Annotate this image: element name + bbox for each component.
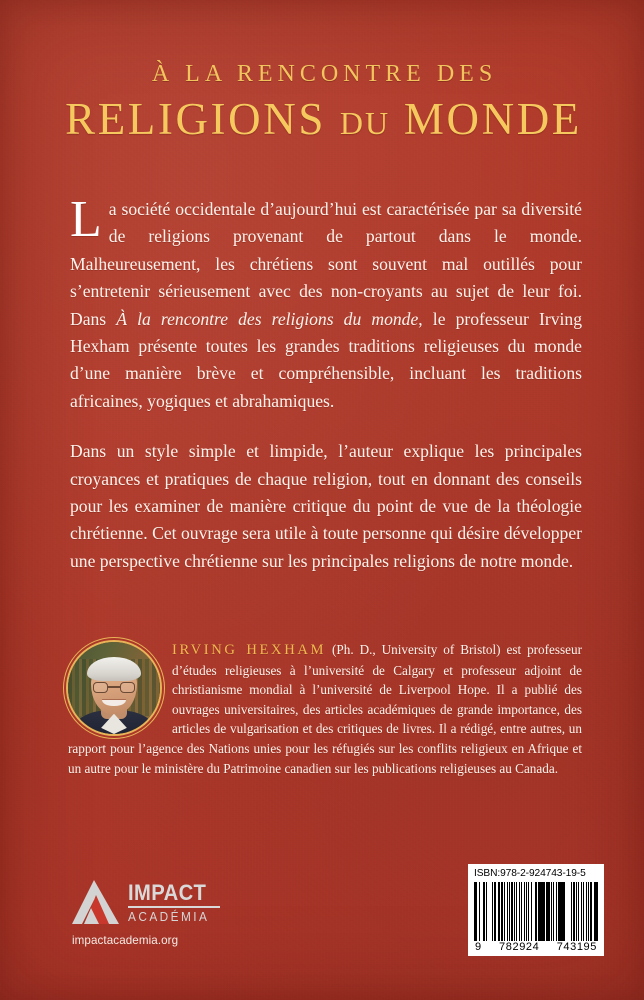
impact-a-mark-icon (72, 880, 119, 924)
blurb-paragraph-1 (70, 191, 582, 415)
isbn-number-label: ISBN:978-2-924743-19-5 (474, 868, 586, 879)
portrait-glasses-bridge (108, 686, 119, 688)
barcode-digit-group-0: 9 (475, 941, 482, 953)
publisher-wordmark (128, 881, 220, 924)
publisher-logo[interactable] (72, 880, 220, 924)
author-bio-block (68, 640, 582, 778)
blurb-text (70, 191, 582, 575)
barcode-digit-row (474, 941, 598, 953)
author-name: IRVING HEXHAM (172, 642, 327, 658)
title-word-du: DU (339, 105, 391, 142)
book-title-block (0, 62, 644, 143)
publisher-block (72, 880, 220, 947)
publisher-name-secondary: ACADÉMIA (128, 909, 210, 924)
portrait-glasses-right (120, 682, 136, 692)
blurb-paragraph-2: Dans un style simple et limpide, l’auteur explique les principales croyances et pratiques de chaque religion, tout en donnant des conseils pour les examiner de manière critique du point de vue de la théologie chrétienne. Cet ouvrage sera utile à toute personne qui désire développer une perspective chrétienne sur les principales religions de notre monde. (70, 441, 582, 571)
publisher-rule (128, 906, 220, 909)
title-line-main (0, 94, 644, 145)
barcode-bars (474, 882, 598, 941)
title-word-religions: RELIGIONS (65, 94, 326, 145)
barcode-digit-group-2: 743195 (556, 941, 597, 953)
publisher-name-primary: IMPACT (128, 879, 207, 905)
title-word-monde: MONDE (403, 94, 582, 145)
portrait-glasses-left (93, 682, 109, 692)
blurb-p1-book-title: À la rencontre des religions du monde (116, 308, 419, 329)
barcode-bar (598, 882, 599, 941)
publisher-website[interactable]: impactacademia.org (72, 934, 179, 947)
title-line-upper: À LA RENCONTRE DES (151, 61, 498, 87)
blurb-p1-lead: La société occidentale d’aujourd’hui est caractérisée par sa diversité de religions provenant de partout dans le monde. Malheureusement, les chrétiens sont souvent mal outillés pour s’entretenir sérieusement avec des non-croyants au sujet de leur foi. Dans (70, 191, 582, 329)
author-bio-body: (Ph. D., University of Bristol) est professeur d’études religieuses à l’université de Calgary et professeur adjoint de christianisme mondial à l’université de Liverpool Hope. Il a publié des ouvrages universitaires, des articles académiques de grande importance, des articles de vulgarisation et des critiques de livres. Il a rédigé, entre autres, un rapport pour l’agence des Nations unies pour les réfugiés sur les conflits religieux en Afrique et un autre pour le ministère du Patrimoine canadien sur les publications religieuses au Canada. (68, 642, 582, 776)
barcode-digit-group-1: 782924 (499, 941, 540, 953)
isbn-barcode-block (468, 864, 604, 956)
blurb-p1-tail: , le professeur Irving Hexham présente toutes les grandes traditions religieuses du monde d’une manière brève et compréhensible, incluant les traditions africaines, yogiques et abrahamiques. (70, 308, 582, 411)
author-portrait-avatar (68, 642, 160, 734)
